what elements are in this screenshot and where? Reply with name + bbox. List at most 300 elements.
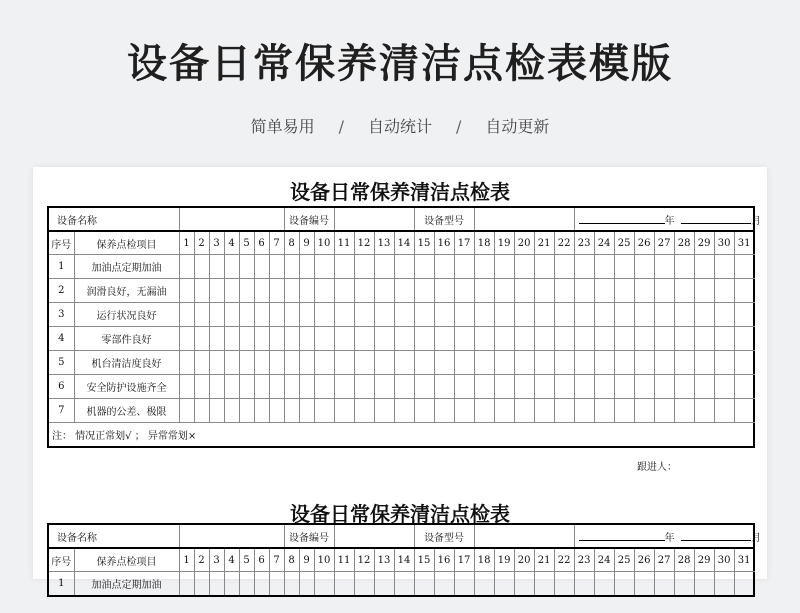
check-cell[interactable] <box>414 399 434 423</box>
check-cell[interactable] <box>194 303 209 327</box>
day-header: 28 <box>674 548 694 572</box>
check-cell[interactable] <box>209 375 224 399</box>
check-cell[interactable] <box>224 399 239 423</box>
check-cell[interactable] <box>534 399 554 423</box>
check-cell[interactable] <box>224 351 239 375</box>
check-cell[interactable] <box>254 399 269 423</box>
check-cell[interactable] <box>714 327 734 351</box>
check-cell[interactable] <box>694 572 714 597</box>
check-cell[interactable] <box>634 327 654 351</box>
check-cell[interactable] <box>614 303 634 327</box>
check-cell[interactable] <box>734 375 754 399</box>
day-header: 9 <box>299 548 314 572</box>
check-cell[interactable] <box>254 351 269 375</box>
check-cell[interactable] <box>674 399 694 423</box>
check-cell[interactable] <box>179 327 194 351</box>
check-cell[interactable] <box>654 303 674 327</box>
check-cell[interactable] <box>474 351 494 375</box>
check-cell[interactable] <box>594 399 614 423</box>
check-cell[interactable] <box>314 327 334 351</box>
check-cell[interactable] <box>474 279 494 303</box>
day-header: 29 <box>694 231 714 255</box>
check-cell[interactable] <box>634 399 654 423</box>
check-cell[interactable] <box>414 255 434 279</box>
day-header: 12 <box>354 231 374 255</box>
day-header: 4 <box>224 231 239 255</box>
check-cell[interactable] <box>394 399 414 423</box>
check-cell[interactable] <box>394 351 414 375</box>
feature-auto-update: 自动更新 <box>485 117 550 136</box>
check-cell[interactable] <box>634 351 654 375</box>
check-cell[interactable] <box>209 327 224 351</box>
row-item-name: 机器的公差、极限 <box>74 399 179 423</box>
check-cell[interactable] <box>354 303 374 327</box>
check-cell[interactable] <box>434 255 454 279</box>
check-cell[interactable] <box>634 572 654 597</box>
check-cell[interactable] <box>614 255 634 279</box>
check-cell[interactable] <box>494 303 514 327</box>
check-cell[interactable] <box>714 255 734 279</box>
check-cell[interactable] <box>434 279 454 303</box>
check-cell[interactable] <box>554 327 574 351</box>
check-cell[interactable] <box>354 399 374 423</box>
day-header: 28 <box>674 231 694 255</box>
sheet-title: 设备日常保养清洁点检表 <box>290 502 510 526</box>
check-cell[interactable] <box>194 327 209 351</box>
equipment-no-label: 设备编号 <box>284 524 334 548</box>
check-cell[interactable] <box>284 279 299 303</box>
check-cell[interactable] <box>434 327 454 351</box>
check-cell[interactable] <box>454 327 474 351</box>
check-cell[interactable] <box>394 303 414 327</box>
day-header: 1 <box>179 231 194 255</box>
check-cell[interactable] <box>284 375 299 399</box>
row-number: 1 <box>48 255 74 279</box>
check-cell[interactable] <box>284 572 299 597</box>
date-field[interactable] <box>574 207 761 231</box>
check-cell[interactable] <box>634 375 654 399</box>
check-cell[interactable] <box>474 303 494 327</box>
check-cell[interactable] <box>654 279 674 303</box>
check-cell[interactable] <box>634 279 654 303</box>
check-cell[interactable] <box>269 399 284 423</box>
check-cell[interactable] <box>299 303 314 327</box>
day-header: 30 <box>714 548 734 572</box>
header-row <box>48 231 754 255</box>
check-cell[interactable] <box>299 255 314 279</box>
check-cell[interactable] <box>734 279 754 303</box>
check-cell[interactable] <box>534 572 554 597</box>
check-cell[interactable] <box>634 303 654 327</box>
check-cell[interactable] <box>714 399 734 423</box>
check-cell[interactable] <box>694 375 714 399</box>
check-cell[interactable] <box>179 399 194 423</box>
check-cell[interactable] <box>614 399 634 423</box>
check-cell[interactable] <box>494 572 514 597</box>
check-cell[interactable] <box>714 572 734 597</box>
check-cell[interactable] <box>224 572 239 597</box>
check-cell[interactable] <box>434 351 454 375</box>
check-cell[interactable] <box>334 255 354 279</box>
check-cell[interactable] <box>254 255 269 279</box>
check-cell[interactable] <box>694 327 714 351</box>
check-cell[interactable] <box>514 399 534 423</box>
check-cell[interactable] <box>209 303 224 327</box>
check-cell[interactable] <box>334 303 354 327</box>
check-cell[interactable] <box>494 375 514 399</box>
check-cell[interactable] <box>574 351 594 375</box>
check-cell[interactable] <box>474 375 494 399</box>
check-cell[interactable] <box>394 279 414 303</box>
check-cell[interactable] <box>179 303 194 327</box>
check-cell[interactable] <box>474 572 494 597</box>
check-cell[interactable] <box>194 399 209 423</box>
check-cell[interactable] <box>284 327 299 351</box>
check-cell[interactable] <box>414 375 434 399</box>
equipment-name-label: 设备名称 <box>48 524 179 548</box>
check-cell[interactable] <box>554 375 574 399</box>
check-cell[interactable] <box>554 572 574 597</box>
check-cell[interactable] <box>374 399 394 423</box>
check-cell[interactable] <box>554 399 574 423</box>
check-cell[interactable] <box>284 255 299 279</box>
check-cell[interactable] <box>179 279 194 303</box>
check-cell[interactable] <box>434 399 454 423</box>
day-header: 15 <box>414 231 434 255</box>
day-header: 21 <box>534 548 554 572</box>
equipment-no-field[interactable] <box>334 524 414 548</box>
check-cell[interactable] <box>674 279 694 303</box>
check-cell[interactable] <box>694 255 714 279</box>
check-cell[interactable] <box>254 327 269 351</box>
check-cell[interactable] <box>534 303 554 327</box>
check-cell[interactable] <box>374 327 394 351</box>
check-cell[interactable] <box>239 399 254 423</box>
check-cell[interactable] <box>454 279 474 303</box>
check-cell[interactable] <box>394 375 414 399</box>
check-cell[interactable] <box>374 279 394 303</box>
check-cell[interactable] <box>454 255 474 279</box>
check-cell[interactable] <box>179 572 194 597</box>
date-field[interactable] <box>574 524 761 548</box>
check-cell[interactable] <box>394 327 414 351</box>
row-number: 6 <box>48 375 74 399</box>
check-cell[interactable] <box>494 255 514 279</box>
check-cell[interactable] <box>284 303 299 327</box>
check-cell[interactable] <box>574 572 594 597</box>
check-cell[interactable] <box>714 375 734 399</box>
check-cell[interactable] <box>674 327 694 351</box>
check-cell[interactable] <box>534 327 554 351</box>
check-cell[interactable] <box>594 303 614 327</box>
check-cell[interactable] <box>314 255 334 279</box>
check-cell[interactable] <box>394 572 414 597</box>
check-cell[interactable] <box>734 327 754 351</box>
check-cell[interactable] <box>269 255 284 279</box>
check-cell[interactable] <box>574 279 594 303</box>
check-cell[interactable] <box>414 327 434 351</box>
check-cell[interactable] <box>194 351 209 375</box>
check-cell[interactable] <box>434 375 454 399</box>
check-cell[interactable] <box>654 327 674 351</box>
day-header: 8 <box>284 548 299 572</box>
check-cell[interactable] <box>374 351 394 375</box>
check-cell[interactable] <box>674 255 694 279</box>
check-cell[interactable] <box>634 255 654 279</box>
check-cell[interactable] <box>534 255 554 279</box>
check-cell[interactable] <box>254 303 269 327</box>
check-cell[interactable] <box>334 279 354 303</box>
check-cell[interactable] <box>209 255 224 279</box>
check-cell[interactable] <box>654 351 674 375</box>
check-cell[interactable] <box>194 375 209 399</box>
check-cell[interactable] <box>414 572 434 597</box>
check-cell[interactable] <box>534 375 554 399</box>
sheet-title: 设备日常保养清洁点检表 <box>290 180 510 204</box>
table-row <box>48 255 754 279</box>
equipment-model-field[interactable] <box>474 524 574 548</box>
check-cell[interactable] <box>694 303 714 327</box>
year-blank[interactable] <box>579 531 665 541</box>
check-cell[interactable] <box>269 327 284 351</box>
check-cell[interactable] <box>594 279 614 303</box>
check-cell[interactable] <box>284 351 299 375</box>
check-cell[interactable] <box>514 327 534 351</box>
equipment-name-field[interactable] <box>179 207 284 231</box>
check-cell[interactable] <box>694 279 714 303</box>
check-cell[interactable] <box>734 572 754 597</box>
check-cell[interactable] <box>454 303 474 327</box>
check-cell[interactable] <box>474 327 494 351</box>
check-cell[interactable] <box>434 572 454 597</box>
check-cell[interactable] <box>239 327 254 351</box>
check-cell[interactable] <box>554 255 574 279</box>
check-cell[interactable] <box>494 327 514 351</box>
check-cell[interactable] <box>514 279 534 303</box>
day-header: 10 <box>314 548 334 572</box>
check-cell[interactable] <box>614 572 634 597</box>
check-cell[interactable] <box>614 375 634 399</box>
equipment-model-field[interactable] <box>474 207 574 231</box>
check-cell[interactable] <box>694 351 714 375</box>
check-cell[interactable] <box>239 255 254 279</box>
check-cell[interactable] <box>614 327 634 351</box>
day-header: 5 <box>239 548 254 572</box>
check-cell[interactable] <box>224 279 239 303</box>
day-header: 18 <box>474 231 494 255</box>
check-cell[interactable] <box>314 375 334 399</box>
check-cell[interactable] <box>239 303 254 327</box>
check-cell[interactable] <box>334 572 354 597</box>
check-cell[interactable] <box>224 255 239 279</box>
check-cell[interactable] <box>269 303 284 327</box>
check-cell[interactable] <box>414 351 434 375</box>
check-cell[interactable] <box>314 351 334 375</box>
check-cell[interactable] <box>454 375 474 399</box>
check-cell[interactable] <box>374 375 394 399</box>
day-header: 24 <box>594 548 614 572</box>
check-cell[interactable] <box>514 351 534 375</box>
check-cell[interactable] <box>694 399 714 423</box>
check-cell[interactable] <box>534 351 554 375</box>
inspection-table <box>47 206 761 448</box>
check-cell[interactable] <box>614 351 634 375</box>
check-cell[interactable] <box>224 303 239 327</box>
check-cell[interactable] <box>514 572 534 597</box>
check-cell[interactable] <box>474 255 494 279</box>
check-cell[interactable] <box>554 279 574 303</box>
check-cell[interactable] <box>354 255 374 279</box>
check-cell[interactable] <box>454 351 474 375</box>
check-cell[interactable] <box>654 375 674 399</box>
check-cell[interactable] <box>594 255 614 279</box>
check-cell[interactable] <box>494 399 514 423</box>
check-cell[interactable] <box>594 351 614 375</box>
check-cell[interactable] <box>674 375 694 399</box>
check-cell[interactable] <box>194 279 209 303</box>
year-blank[interactable] <box>579 214 665 224</box>
check-cell[interactable] <box>654 572 674 597</box>
check-cell[interactable] <box>299 351 314 375</box>
check-cell[interactable] <box>434 303 454 327</box>
check-cell[interactable] <box>179 255 194 279</box>
check-cell[interactable] <box>209 399 224 423</box>
check-cell[interactable] <box>714 303 734 327</box>
check-cell[interactable] <box>334 327 354 351</box>
check-cell[interactable] <box>314 279 334 303</box>
check-cell[interactable] <box>254 375 269 399</box>
check-cell[interactable] <box>334 375 354 399</box>
check-cell[interactable] <box>674 303 694 327</box>
check-cell[interactable] <box>734 255 754 279</box>
check-cell[interactable] <box>299 399 314 423</box>
equipment-model-label: 设备型号 <box>414 207 474 231</box>
check-cell[interactable] <box>454 399 474 423</box>
check-cell[interactable] <box>594 572 614 597</box>
check-cell[interactable] <box>254 572 269 597</box>
check-cell[interactable] <box>239 572 254 597</box>
check-cell[interactable] <box>714 279 734 303</box>
day-header: 23 <box>574 548 594 572</box>
note-text: 注： 情况正常划√ ； 异常常划× <box>48 423 754 448</box>
check-cell[interactable] <box>574 303 594 327</box>
check-cell[interactable] <box>374 255 394 279</box>
check-cell[interactable] <box>614 279 634 303</box>
check-cell[interactable] <box>494 351 514 375</box>
check-cell[interactable] <box>194 255 209 279</box>
check-cell[interactable] <box>674 351 694 375</box>
check-cell[interactable] <box>354 375 374 399</box>
check-cell[interactable] <box>209 572 224 597</box>
check-cell[interactable] <box>454 572 474 597</box>
check-cell[interactable] <box>594 375 614 399</box>
check-cell[interactable] <box>394 255 414 279</box>
check-cell[interactable] <box>299 375 314 399</box>
equipment-name-field[interactable] <box>179 524 284 548</box>
day-header: 18 <box>474 548 494 572</box>
check-cell[interactable] <box>334 351 354 375</box>
check-cell[interactable] <box>314 572 334 597</box>
check-cell[interactable] <box>179 351 194 375</box>
check-cell[interactable] <box>674 572 694 597</box>
check-cell[interactable] <box>314 303 334 327</box>
check-cell[interactable] <box>254 279 269 303</box>
check-cell[interactable] <box>654 255 674 279</box>
check-cell[interactable] <box>734 303 754 327</box>
check-cell[interactable] <box>239 351 254 375</box>
check-cell[interactable] <box>299 327 314 351</box>
day-header: 8 <box>284 231 299 255</box>
day-header: 16 <box>434 548 454 572</box>
check-cell[interactable] <box>299 572 314 597</box>
check-cell[interactable] <box>284 399 299 423</box>
check-cell[interactable] <box>414 303 434 327</box>
check-cell[interactable] <box>574 375 594 399</box>
check-cell[interactable] <box>514 255 534 279</box>
check-cell[interactable] <box>334 399 354 423</box>
check-cell[interactable] <box>474 399 494 423</box>
check-cell[interactable] <box>269 279 284 303</box>
day-header: 9 <box>299 231 314 255</box>
month-blank[interactable] <box>681 531 751 541</box>
check-cell[interactable] <box>494 279 514 303</box>
check-cell[interactable] <box>354 351 374 375</box>
check-cell[interactable] <box>239 375 254 399</box>
check-cell[interactable] <box>574 255 594 279</box>
check-cell[interactable] <box>269 375 284 399</box>
check-cell[interactable] <box>574 327 594 351</box>
day-header: 26 <box>634 548 654 572</box>
day-header: 27 <box>654 548 674 572</box>
check-cell[interactable] <box>269 572 284 597</box>
check-cell[interactable] <box>574 399 594 423</box>
check-cell[interactable] <box>594 327 614 351</box>
check-cell[interactable] <box>269 351 284 375</box>
check-cell[interactable] <box>734 399 754 423</box>
check-cell[interactable] <box>414 279 434 303</box>
check-cell[interactable] <box>299 279 314 303</box>
day-header: 16 <box>434 231 454 255</box>
check-cell[interactable] <box>514 303 534 327</box>
check-cell[interactable] <box>374 572 394 597</box>
check-cell[interactable] <box>534 279 554 303</box>
check-cell[interactable] <box>194 572 209 597</box>
tracker-label: 跟进人： <box>637 462 677 473</box>
check-cell[interactable] <box>654 399 674 423</box>
check-cell[interactable] <box>734 351 754 375</box>
check-cell[interactable] <box>179 375 194 399</box>
check-cell[interactable] <box>554 303 574 327</box>
check-cell[interactable] <box>354 327 374 351</box>
check-cell[interactable] <box>209 279 224 303</box>
check-cell[interactable] <box>354 572 374 597</box>
check-cell[interactable] <box>314 399 334 423</box>
check-cell[interactable] <box>224 375 239 399</box>
equipment-no-field[interactable] <box>334 207 414 231</box>
check-cell[interactable] <box>239 279 254 303</box>
check-cell[interactable] <box>354 279 374 303</box>
check-cell[interactable] <box>514 375 534 399</box>
check-cell[interactable] <box>374 303 394 327</box>
month-blank[interactable] <box>681 214 751 224</box>
day-header: 6 <box>254 231 269 255</box>
check-cell[interactable] <box>554 351 574 375</box>
check-cell[interactable] <box>224 327 239 351</box>
check-cell[interactable] <box>209 351 224 375</box>
day-header: 7 <box>269 231 284 255</box>
day-header: 31 <box>734 231 754 255</box>
check-cell[interactable] <box>714 351 734 375</box>
